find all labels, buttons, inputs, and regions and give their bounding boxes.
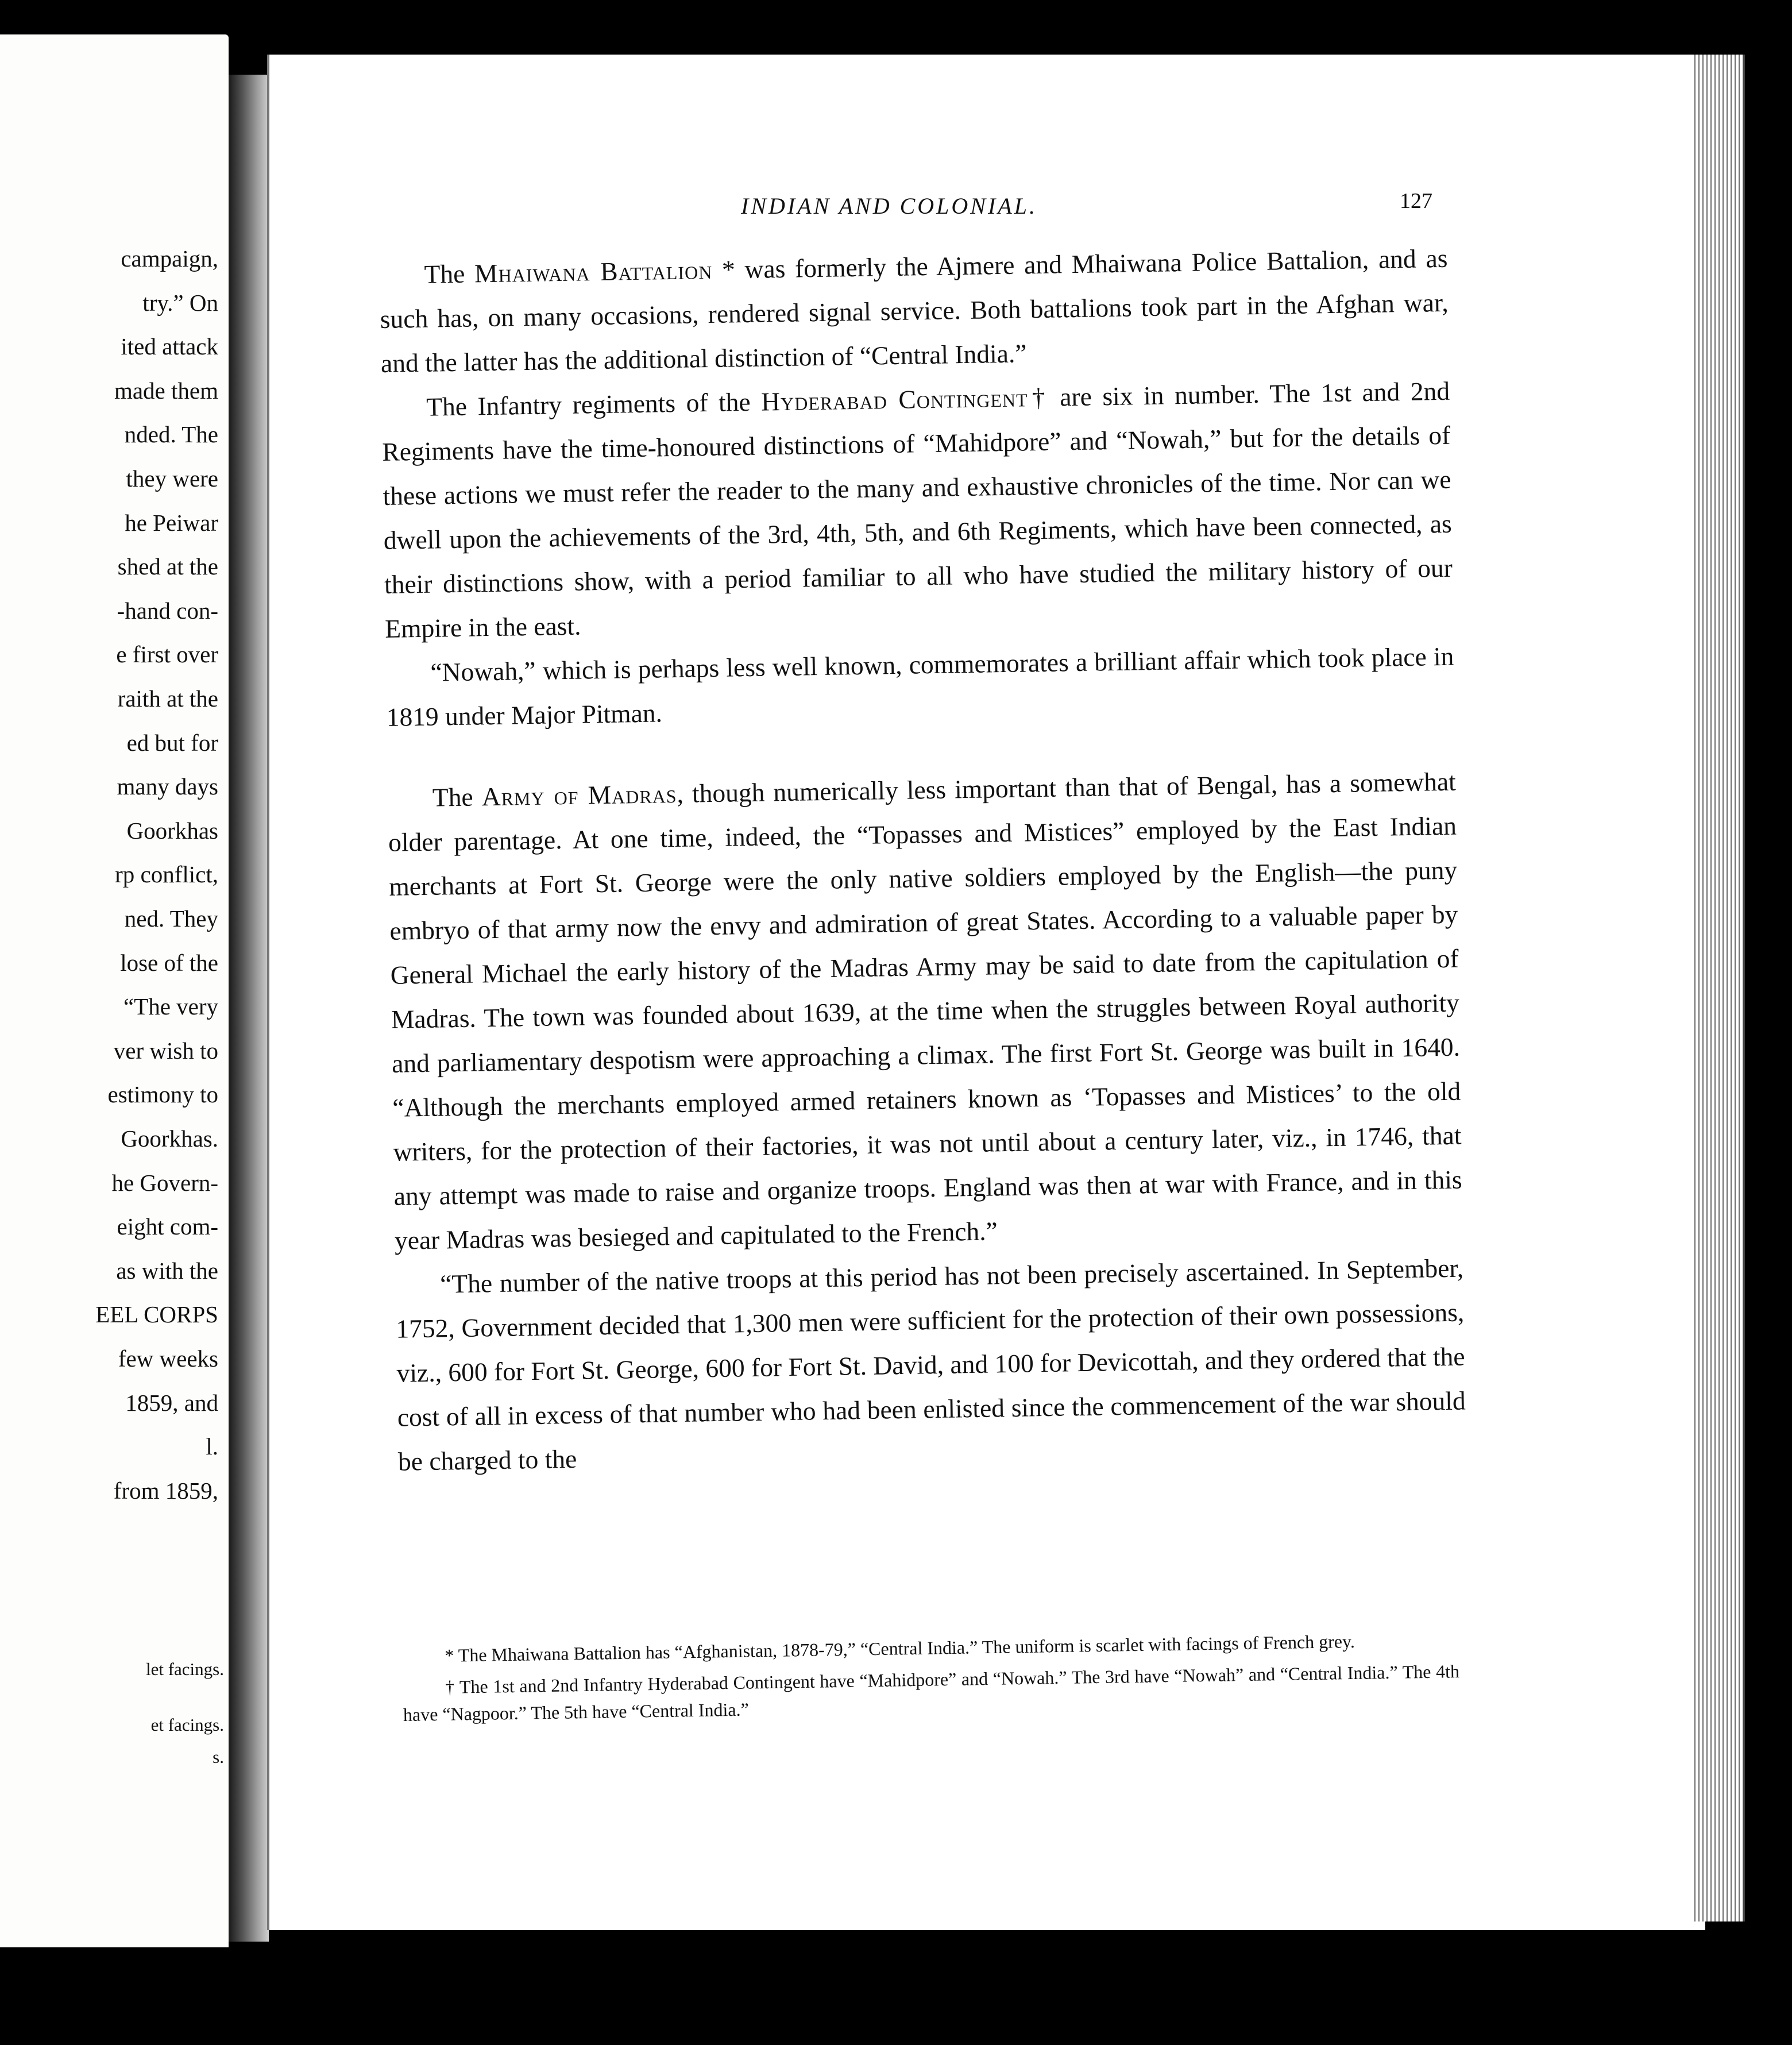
book-gutter xyxy=(229,75,269,1942)
left-page-line: eight com- xyxy=(117,1213,218,1240)
left-footnote-fragment: s. xyxy=(213,1747,224,1767)
paragraph: “The number of the native troops at this period has not been precisely ascertained. In September, 1752, Government decided that 1,300 men were sufficient for the protection of their own possessions, viz., 600 for Fort St. George, 600 for Fort St. David, and 100 for Devicottah, and they ordered that the cost of all in excess of that number who had been enlisted since the commencement of the war should be charged to the xyxy=(396,1253,1466,1476)
left-footnote-fragment: let facings. xyxy=(145,1659,224,1679)
left-page-line: 1859, and xyxy=(125,1389,218,1416)
body-text xyxy=(379,236,1466,1484)
paragraph: The Mhaiwana Battalion * was formerly the Ajmere and Mhaiwana Police Battalion, and as such has, on many occasions, rendered signal service. Both battalions took part in the Afghan war, and the latter has the additional distinction of “Central India.” xyxy=(380,243,1449,378)
small-caps-term: Mhaiwana Battalion xyxy=(474,254,713,288)
left-page-line: ned. They xyxy=(124,905,218,932)
left-page-line: EEL CORPS xyxy=(95,1301,218,1328)
left-page-line: many days xyxy=(117,773,218,800)
left-page-line: raith at the xyxy=(117,685,218,712)
small-caps-term: Hyderabad Contingent xyxy=(760,383,1028,416)
left-page-line: shed at the xyxy=(117,553,218,580)
left-footnote-fragment: et facings. xyxy=(150,1715,224,1735)
paragraph: The Army of Madras, though numerically less important than that of Bengal, has a somewhat older parentage. At one time, indeed, the “Topasses and Mistices” employed by the East Indian merchants at Fort St. George were the only native soldiers employed by the English—the puny embryo of that army now the envy and admiration of great States. According to a valuable paper by General Michael the early history of the Madras Army may be said to date from the capitulation of Madras. The town was founded about 1639, at the time when the struggles between Royal authority and parliamentary despotism were approaching a climax. The first Fort St. George was built in 1640. “Although the merchants employed armed retainers known as ‘Topasses and Mistices’ to the old writers, for the protection of their factories, it was not until about a century later, viz., in 1746, that any attempt was made to raise and organize troops. England was then at war with France, and in this year Madras was besieged and capitulated to the French.” xyxy=(388,766,1462,1255)
left-page-line: l. xyxy=(206,1433,218,1460)
page-edges xyxy=(1691,55,1745,1921)
left-page-line: nded. The xyxy=(124,421,218,448)
left-page-line: campaign, xyxy=(121,245,218,272)
left-page-line: Goorkhas xyxy=(126,817,218,844)
small-caps-term: Army of Madras xyxy=(481,778,677,812)
left-page-line: ver wish to xyxy=(113,1037,218,1064)
left-page-line: from 1859, xyxy=(113,1477,218,1504)
left-page-line: few weeks xyxy=(118,1345,218,1372)
left-page-line: rp conflict, xyxy=(115,861,218,888)
left-page-line: e first over xyxy=(116,641,218,668)
left-page-line: try.” On xyxy=(142,289,218,316)
footnote: * The Mhaiwana Battalion has “Afghanistan, 1878-79,” “Central India.” The uniform is scarlet with facings of French grey. xyxy=(445,1630,1355,1666)
paragraph: “Nowah,” which is perhaps less well known, commemorates a brilliant affair which took place in 1819 under Major Pitman. xyxy=(386,641,1454,732)
left-page-line: lose of the xyxy=(120,949,218,976)
left-page-line: he Peiwar xyxy=(125,509,218,536)
left-page-line: as with the xyxy=(116,1257,218,1284)
left-page-line: ed but for xyxy=(126,729,218,756)
left-page-line: ited attack xyxy=(121,333,218,360)
left-page-line: he Govern- xyxy=(111,1169,218,1196)
left-page-line: “The very xyxy=(123,993,218,1020)
footnote: † The 1st and 2nd Infantry Hyderabad Contingent have “Mahidpore” and “Nowah.” The 3rd have “Nowah” and “Central India.” The 4th have “Nagpoor.” The 5th have “Central India.” xyxy=(403,1661,1460,1725)
footnotes xyxy=(402,1626,1460,1728)
left-page-line: estimony to xyxy=(107,1081,218,1108)
scan-speck xyxy=(1538,1989,1543,1996)
scan-speck xyxy=(1126,2028,1129,2031)
paragraph: The Infantry regiments of the Hyderabad Contingent† are six in number. The 1st and 2nd Regiments have the time-honoured distinctions of “Mahidpore” and “Nowah,” but for the details of these actions we must refer the reader to the many and exhaustive chronicles of the time. Nor can we dwell upon the achievements of the 3rd, 4th, 5th, and 6th Regiments, which have been connected, as their distinctions show, with a period familiar to all who have studied the military history of our Empire in the east. xyxy=(382,376,1453,643)
left-page-line: -hand con- xyxy=(117,597,218,624)
running-head: INDIAN AND COLONIAL. xyxy=(741,193,1037,219)
left-page-line: they were xyxy=(126,465,218,492)
left-facing-page xyxy=(0,34,229,1947)
left-page-line: Goorkhas. xyxy=(121,1125,218,1152)
left-page-line: made them xyxy=(114,377,218,404)
page-number: 127 xyxy=(1400,189,1432,213)
